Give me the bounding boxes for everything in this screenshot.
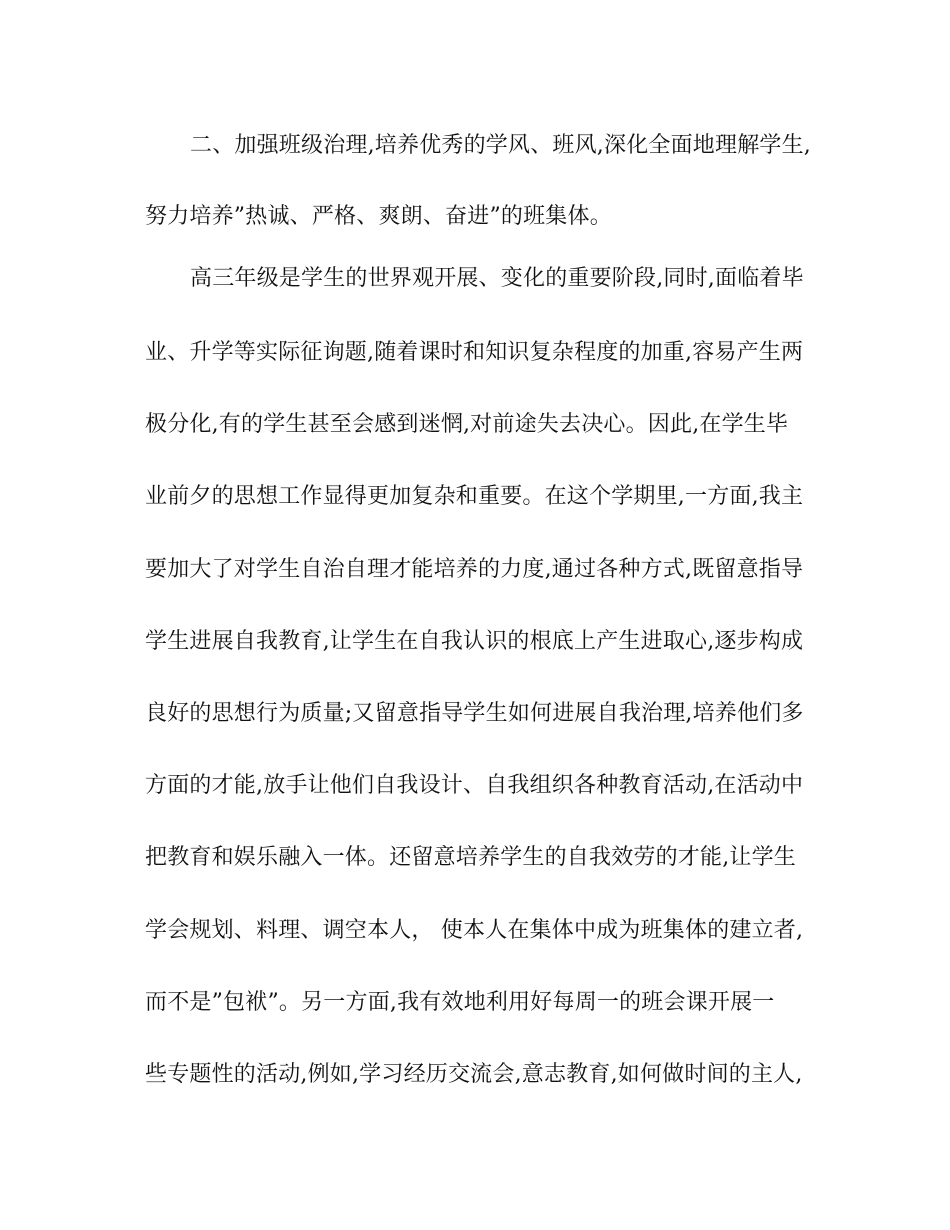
- body-line-8: 方面的才能,放手让他们自我设计、自我组织各种教育活动,在活动中: [145, 773, 804, 798]
- body-line-7: 良好的思想行为质量;又留意指导学生如何进展自我治理,培养他们多: [145, 701, 804, 726]
- body-line-1: 高三年级是学生的世界观开展、变化的重要阶段,同时,面临着毕: [190, 266, 804, 291]
- body-line-4: 业前夕的思想工作显得更加复杂和重要。在这个学期里,一方面,我主: [145, 484, 804, 509]
- paragraph-heading-line-2: 努力培养”热诚、严格、爽朗、奋进”的班集体。: [145, 204, 612, 229]
- paragraph-heading-line-1: 二、加强班级治理,培养优秀的学风、班风,深化全面地理解学生,: [190, 133, 811, 158]
- body-line-2: 业、升学等实际征询题,随着课时和知识复杂程度的加重,容易产生两: [145, 340, 804, 365]
- body-line-5: 要加大了对学生自治自理才能培养的力度,通过各种方式,既留意指导: [145, 557, 804, 582]
- body-line-6: 学生进展自我教育,让学生在自我认识的根底上产生进取心,逐步构成: [145, 629, 804, 654]
- body-line-11: 而不是”包袱”。另一方面,我有效地利用好每周一的班会课开展一: [145, 990, 775, 1015]
- body-line-12: 些专题性的活动,例如,学习经历交流会,意志教育,如何做时间的主人,: [145, 1062, 803, 1087]
- body-line-10: 学会规划、料理、调空本人， 使本人在集体中成为班集体的建立者,: [145, 918, 804, 943]
- body-line-9: 把教育和娱乐融入一体。还留意培养学生的自我效劳的才能,让学生: [145, 845, 796, 870]
- body-line-3: 极分化,有的学生甚至会感到迷惘,对前途失去决心。因此,在学生毕: [145, 412, 789, 437]
